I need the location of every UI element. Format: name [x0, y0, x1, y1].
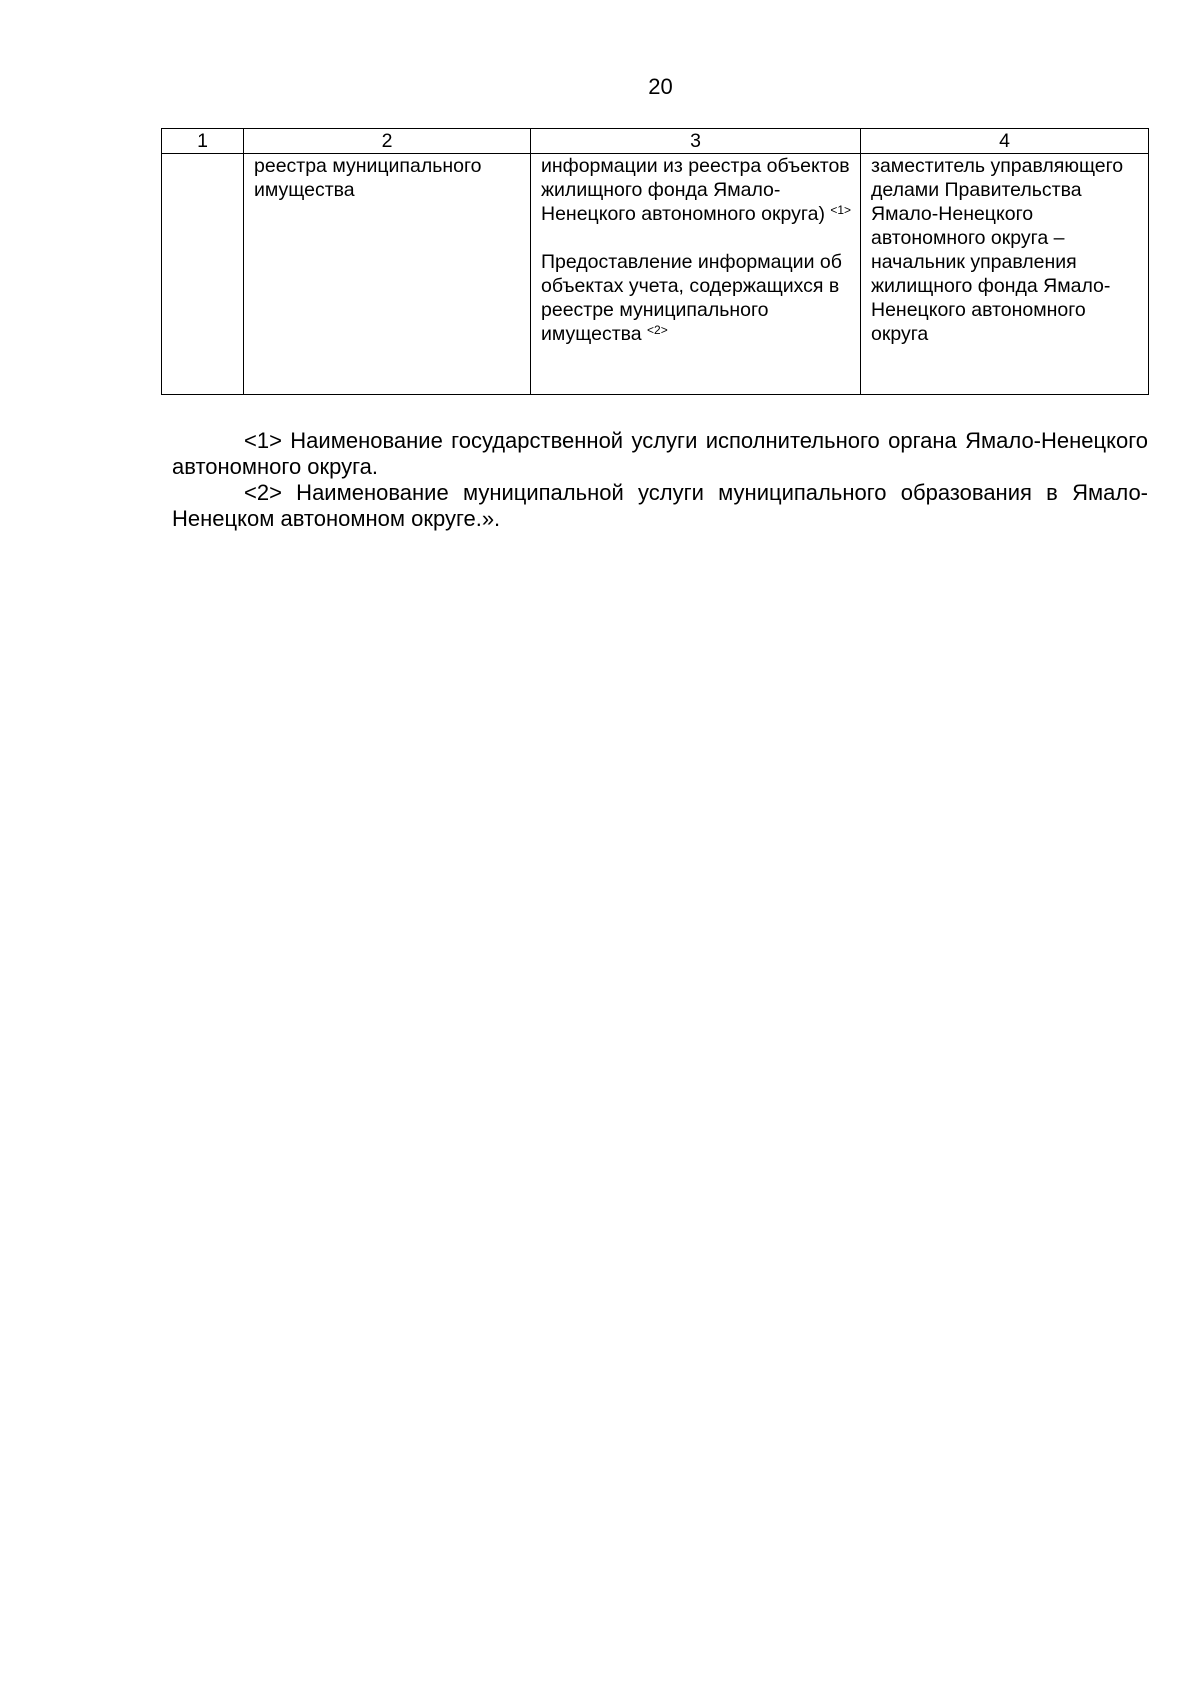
service-block-1 — [541, 154, 854, 226]
service-block-2-text: Предоставление информации об объектах учета, содержащихся в реестре муниципального имущества — [541, 251, 842, 345]
cell-register-text: реестра муниципального имущества — [254, 155, 482, 201]
page-number: 20 — [648, 74, 673, 99]
footnote-ref-1: <1> — [830, 203, 852, 217]
column-header-3: 3 — [531, 129, 861, 154]
services-table — [161, 128, 1149, 395]
footnotes — [172, 428, 1148, 532]
column-header-1: 1 — [162, 129, 244, 154]
cell-responsible — [861, 154, 1149, 395]
cell-service — [531, 154, 861, 395]
column-header-2: 2 — [244, 129, 531, 154]
service-block-2 — [541, 250, 854, 346]
table-row — [162, 154, 1149, 395]
cell-number — [162, 154, 244, 395]
cell-register — [244, 154, 531, 395]
cell-responsible-text: заместитель управляющего делами Правительства Ямало-Ненецкого автономного округа – начальник управления жилищного фонда Ямало-Ненецкого автономного округа — [871, 155, 1124, 345]
column-header-4: 4 — [861, 129, 1149, 154]
footnote-2: <2> Наименование муниципальной услуги муниципального образования в Ямало-Ненецком автономном округе.». — [172, 480, 1148, 531]
footnote-1: <1> Наименование государственной услуги исполнительного органа Ямало-Ненецкого автономного округа. — [172, 428, 1148, 479]
service-block-1-text: информации из реестра объектов жилищного фонда Ямало-Ненецкого автономного округа) — [541, 155, 850, 225]
table-header-row — [162, 129, 1149, 154]
footnote-ref-2: <2> — [647, 323, 668, 337]
